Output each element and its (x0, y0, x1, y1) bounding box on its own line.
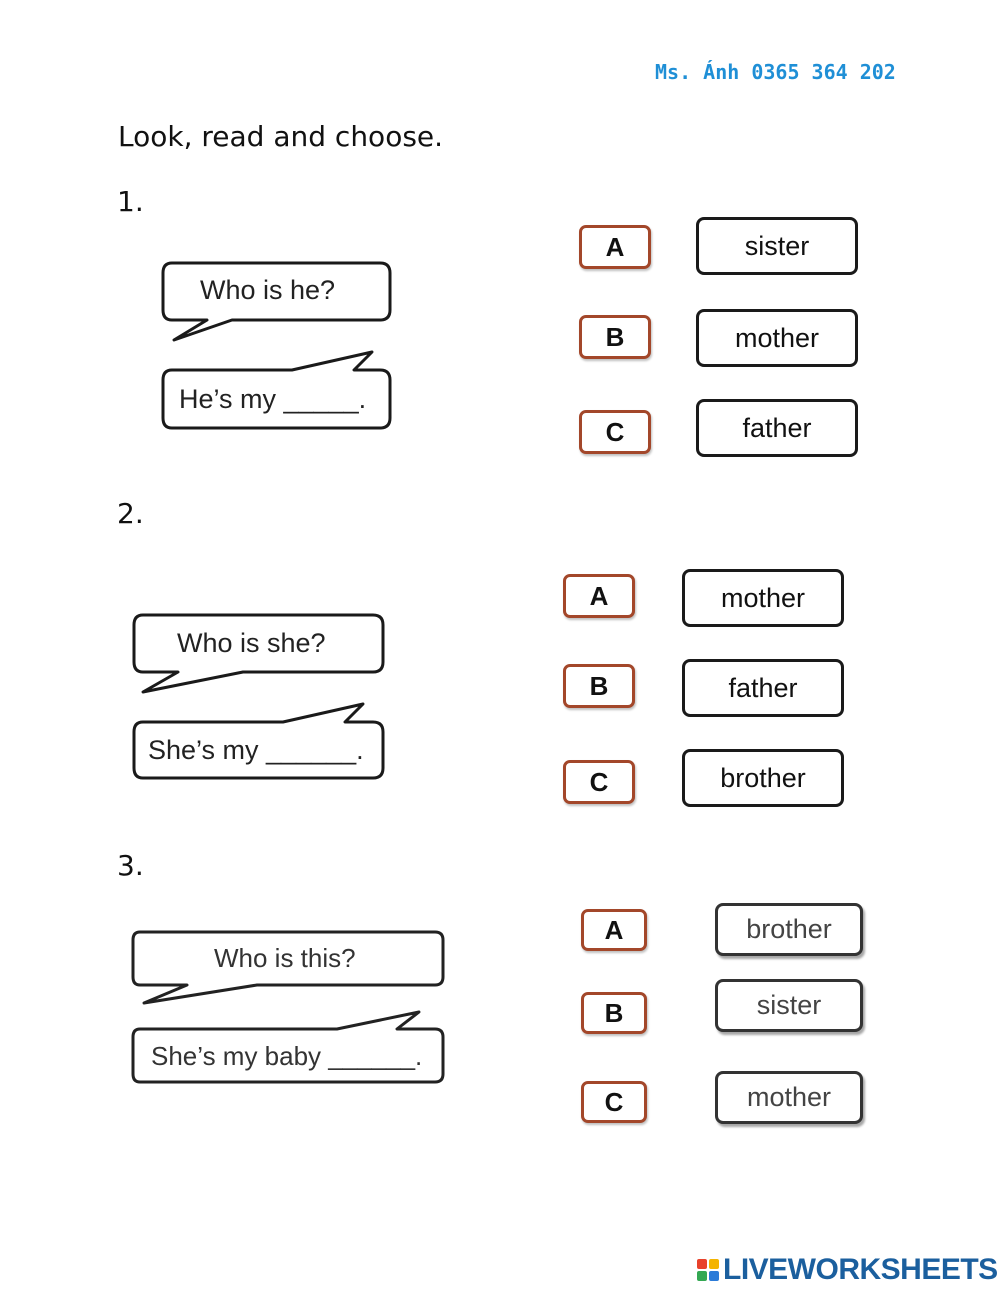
question-3-text: Who is this? (214, 943, 356, 973)
q3-option-b-letter[interactable]: B (581, 992, 647, 1034)
q2-option-b-word[interactable]: father (682, 659, 844, 717)
question-3-number: 3. (117, 849, 144, 882)
q1-option-c-letter[interactable]: C (579, 410, 651, 454)
q1-option-c-word[interactable]: father (696, 399, 858, 457)
answer-1-text: He’s my _____. (179, 384, 367, 414)
answer-3-text: She’s my baby ______. (151, 1041, 423, 1071)
q3-option-b-word[interactable]: sister (715, 979, 863, 1032)
q3-option-c-word[interactable]: mother (715, 1071, 863, 1124)
q3-option-c-letter[interactable]: C (581, 1081, 647, 1123)
logo-block-blue (709, 1271, 719, 1281)
question-2-text: Who is she? (177, 628, 326, 658)
teacher-credit: Ms. Ánh 0365 364 202 (655, 60, 896, 84)
q1-option-a-letter[interactable]: A (579, 225, 651, 269)
liveworksheets-logo[interactable] (697, 1255, 998, 1285)
question-1-speech-bubble (162, 262, 392, 342)
answer-3-speech-bubble (132, 1012, 445, 1084)
q2-option-c-word[interactable]: brother (682, 749, 844, 807)
logo-block-red (697, 1259, 707, 1269)
q2-option-b-letter[interactable]: B (563, 664, 635, 708)
q3-option-a-word[interactable]: brother (715, 903, 863, 956)
question-1-number: 1. (117, 185, 144, 218)
logo-block-yellow (709, 1259, 719, 1269)
q2-option-a-letter[interactable]: A (563, 574, 635, 618)
q1-option-b-word[interactable]: mother (696, 309, 858, 367)
q2-option-c-letter[interactable]: C (563, 760, 635, 804)
q1-option-a-word[interactable]: sister (696, 217, 858, 275)
q2-option-a-word[interactable]: mother (682, 569, 844, 627)
question-2-speech-bubble (133, 614, 385, 694)
question-2-number: 2. (117, 497, 144, 530)
answer-2-text: She’s my ______. (148, 735, 364, 765)
question-1-text: Who is he? (200, 275, 336, 305)
q1-option-b-letter[interactable]: B (579, 315, 651, 359)
liveworksheets-logo-text: LIVEWORKSHEETS (723, 1253, 998, 1286)
instruction-text: Look, read and choose. (118, 120, 444, 153)
logo-block-green (697, 1271, 707, 1281)
liveworksheets-blocks-icon (697, 1259, 719, 1281)
answer-2-speech-bubble (133, 704, 385, 780)
answer-1-speech-bubble (162, 352, 392, 430)
question-3-speech-bubble (132, 931, 445, 1007)
q3-option-a-letter[interactable]: A (581, 909, 647, 951)
